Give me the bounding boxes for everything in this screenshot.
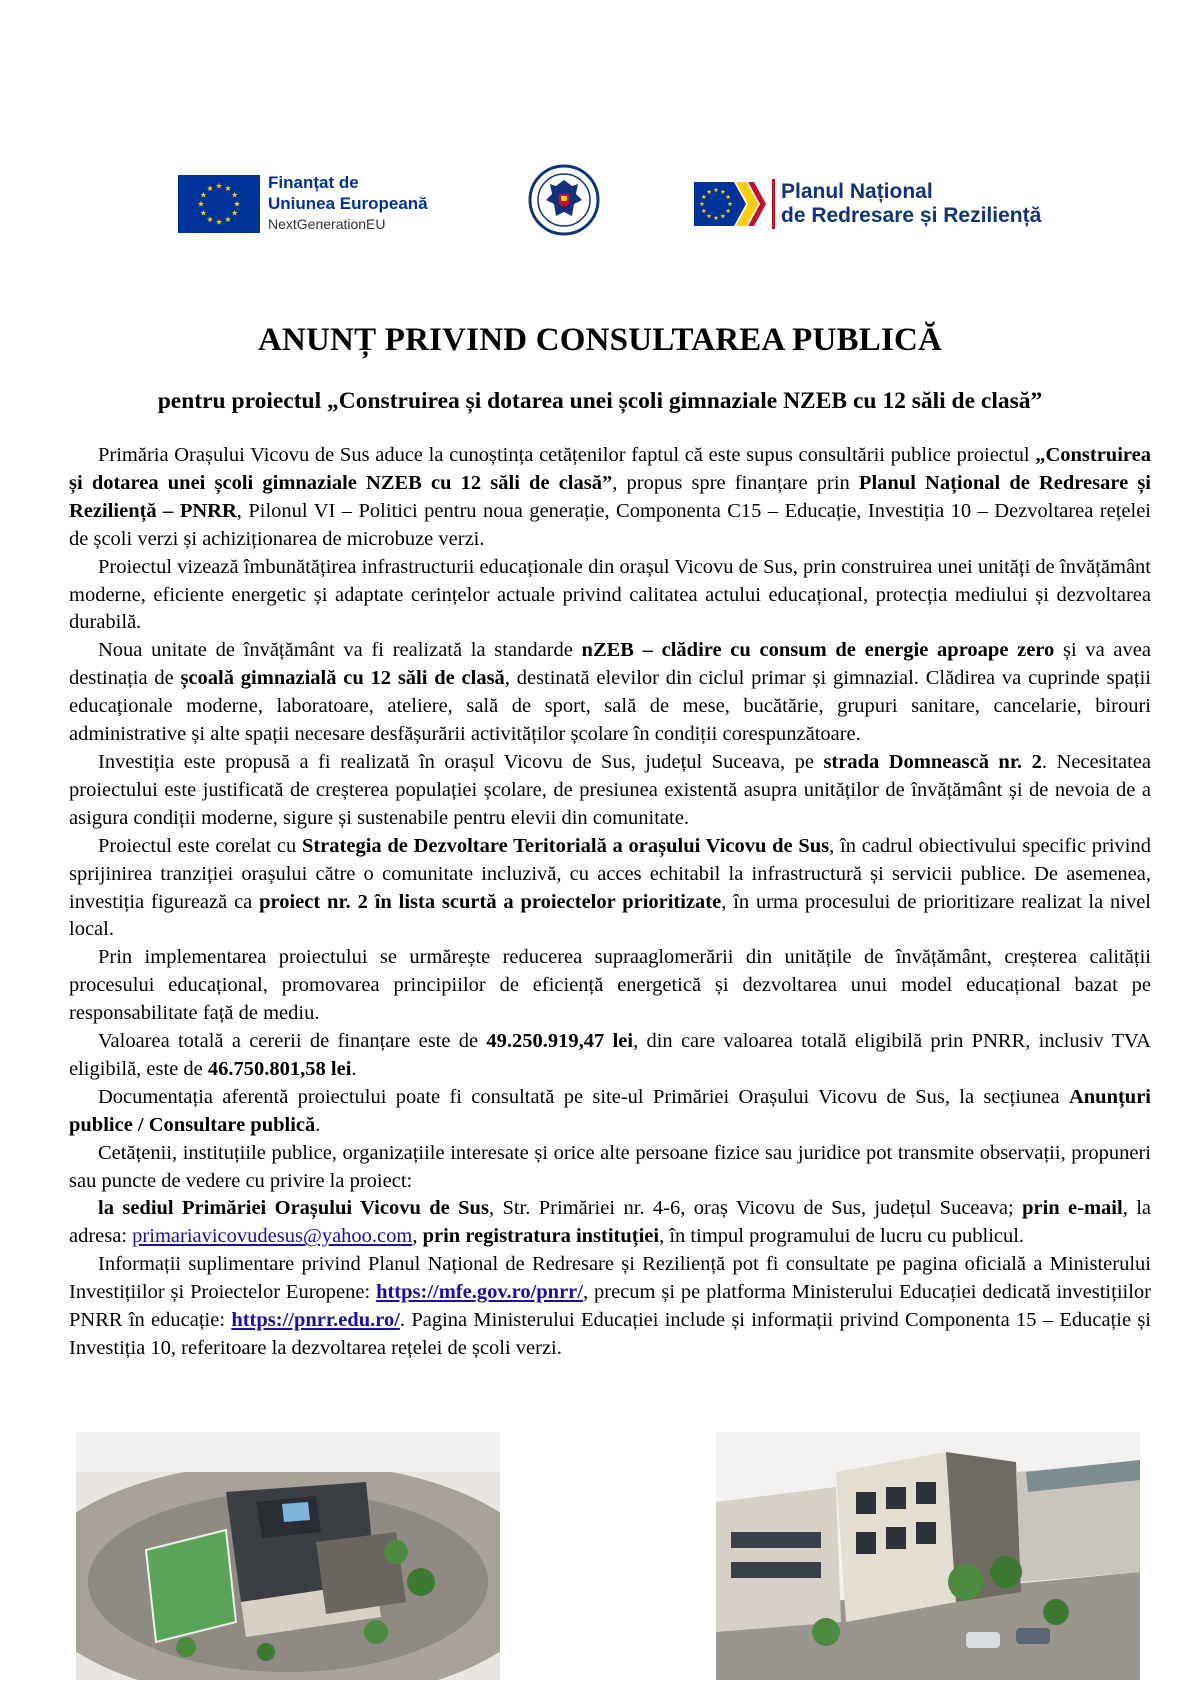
paragraph-submission: la sediul Primăriei Orașului Vicovu de Sus, Str. Primăriei nr. 4-6, oraș Vicovu de Sus, județul Suceava; prin e-mail, la adresa: primariavicovudesus@yahoo.com, prin registratura instituției, în timpul programului de lucru cu publicul. xyxy=(69,1197,1152,1248)
pnrr-logo-line2: de Redresare și Reziliență xyxy=(781,204,1042,227)
paragraph-objective: Proiectul vizează îmbunătățirea infrastructurii educaționale din orașul Vicovu de Sus, prin construirea unei unități de învățământ moderne, eficiente energetic și adaptate cerințelor actuale privind calitatea actului educațional, protecția mediului și dezvoltarea durabilă. xyxy=(69,555,1151,634)
eu-flag-icon xyxy=(178,175,260,233)
logo-bar xyxy=(0,150,1200,240)
pnrr-logo xyxy=(694,176,1041,232)
eu-funding-logo xyxy=(178,172,428,235)
eu-logo-line1: Finanțat de xyxy=(268,173,359,192)
paragraph-more-info: Informații suplimentare privind Planul Național de Redresare și Reziliență pot fi consultate pe pagina oficială a Ministerului Investițiilor și Proiectelor Europene: https://mfe.gov.ro/pnrr/, precum și pe platforma Ministerului Educației dedicată investițiilor PNRR în educație: https://pnrr.edu.ro/. Pagina Ministerului Educației include și informații privind Componenta 15 – Educație și Investiția 10, referitoare la dezvoltarea rețelei de școli verzi. xyxy=(69,1253,1151,1359)
eu-logo-line2: Uniunea Europeană xyxy=(268,194,428,213)
paragraph-intro: Primăria Orașului Vicovu de Sus aduce la cunoștința cetățenilor faptul că este supus consultării publice proiectul „Construirea și dotarea unei școli gimnaziale NZEB cu 12 săli de clasă”, propus spre finanțare prin Planul Național de Redresare și Reziliență – PNRR, Pilonul VI – Politici pentru noua generație, Componenta C15 – Educație, Investiția 10 – Dezvoltarea rețelei de școli verzi și achiziționarea de microbuze verzi. xyxy=(69,444,1152,550)
paragraph-strategy: Proiectul este corelat cu Strategia de Dezvoltare Teritorială a orașului Vicovu de Sus, în cadrul obiectivului specific privind sprijinirea tranziției orașului către o comunitate incluzivă, cu acces echitabil la infrastructură și servicii publice. De asemenea, investiția figurează ca proiect nr. 2 în lista scurtă a proiectelor prioritizate, în urma procesului de prioritizare realizat la nivel local. xyxy=(69,834,1151,941)
mfe-link[interactable]: https://mfe.gov.ro/pnrr/ xyxy=(376,1281,583,1304)
government-seal-icon xyxy=(528,164,600,241)
eu-logo-line3: NextGenerationEU xyxy=(268,216,386,232)
school-render-street-image xyxy=(716,1432,1140,1680)
announcement-body xyxy=(69,442,1151,1363)
pnrr-flag-icon xyxy=(694,176,766,232)
page-subtitle: pentru proiectul „Construirea și dotarea unei școli gimnaziale NZEB cu 12 săli de clasă” xyxy=(157,388,1043,414)
pnrr-logo-line1: Planul Național xyxy=(781,180,933,203)
email-link[interactable]: primariavicovudesus@yahoo.com xyxy=(132,1225,413,1248)
school-render-aerial-image xyxy=(76,1432,500,1680)
paragraph-consultation: Cetățenii, instituțiile publice, organizațiile interesate și orice alte persoane fizice sau juridice pot transmite observații, propuneri sau puncte de vedere cu privire la proiect: xyxy=(69,1141,1151,1192)
paragraph-value: Valoarea totală a cererii de finanțare este de 49.250.919,47 lei, din care valoarea totală eligibilă prin PNRR, inclusiv TVA eligibilă, este de 46.750.801,58 lei. xyxy=(69,1030,1151,1080)
pnrr-edu-link[interactable]: https://pnrr.edu.ro/ xyxy=(231,1309,400,1332)
page-title: ANUNȚ PRIVIND CONSULTAREA PUBLICĂ xyxy=(257,322,943,358)
paragraph-goals: Prin implementarea proiectului se urmărește reducerea supraaglomerării din unitățile de învățământ, creșterea calității procesului educațional, promovarea principiilor de eficiență energetică și dezvoltarea unui model educațional bazat pe responsabilitate față de mediu. xyxy=(69,946,1151,1025)
paragraph-nzeb: Noua unitate de învățământ va fi realizată la standarde nZEB – clădire cu consum de energie aproape zero și va avea destinația de școală gimnazială cu 12 săli de clasă, destinată elevilor din ciclul primar și gimnazial. Clădirea va cuprinde spații educaționale moderne, laboratoare, ateliere, sală de sport, sală de mese, bucătărie, grupuri sanitare, cancelarie, birouri administrative și alte spații necesare desfășurării activităților școlare în condiții corespunzătoare. xyxy=(69,639,1151,746)
paragraph-location: Investiția este propusă a fi realizată în orașul Vicovu de Sus, județul Suceava, pe strada Domnească nr. 2. Necesitatea proiectului este justificată de creșterea populației școlare, de presiunea existentă asupra unităților de învățământ și de nevoia de a asigura condiții moderne, sigure și sustenabile pentru elevii din comunitate. xyxy=(69,750,1151,829)
paragraph-documentation: Documentația aferentă proiectului poate fi consultată pe site-ul Primăriei Orașului Vicovu de Sus, la secțiunea Anunțuri publice / Consultare publică. xyxy=(69,1085,1151,1136)
